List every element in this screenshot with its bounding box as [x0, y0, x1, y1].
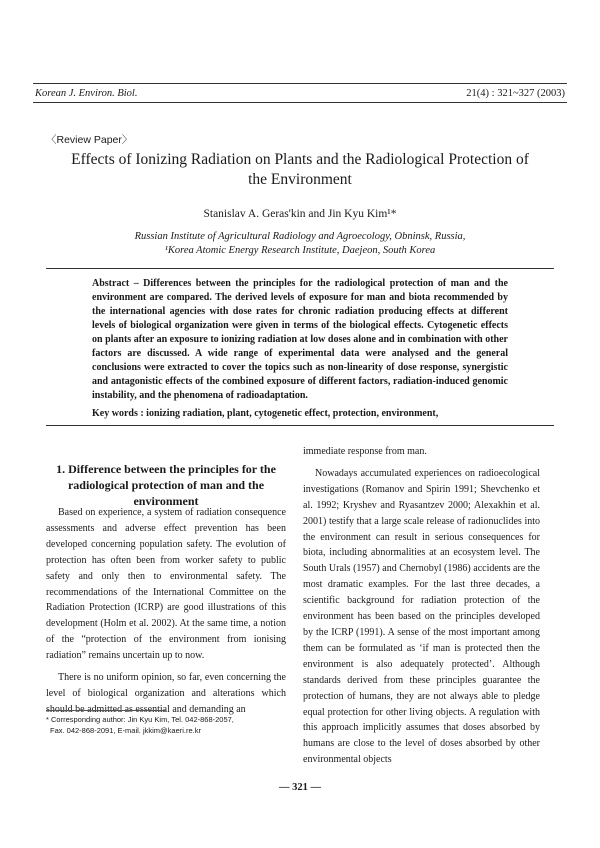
keywords: Key words : ionizing radiation, plant, cytogenetic effect, protection, environment, — [92, 408, 439, 419]
header-bottom-rule — [33, 102, 567, 103]
page-number: — 321 — — [279, 782, 321, 793]
section-1-title: 1. Difference between the principles for the radiological protection of man and the environment — [56, 462, 276, 508]
footnote-line-1: * Corresponding author: Jin Kyu Kim, Tel. 042-868-2057, — [46, 715, 234, 724]
affiliation-2: ¹Korea Atomic Energy Research Institute, Daejeon, South Korea — [164, 245, 436, 256]
paragraph: Based on experience, a system of radiation consequence assessments and adverse effect prevention has been developed concerning population safety. The evolution of protection has often been from worker safety to public safety and only then to environmental safety. The recommendations of the International Committee on the Radiation Protection (ICRP) are good illustrations of this development (Holm et al. 2002). At the same time, a notion of the “protection of the environment from ionising radiation” remains uncertain up to now. — [46, 507, 286, 662]
journal-name: Korean J. Environ. Biol. — [35, 88, 138, 99]
affiliation-1: Russian Institute of Agricultural Radiology and Agroecology, Obninsk, Russia, — [134, 231, 466, 242]
abstract-bottom-rule — [46, 425, 554, 426]
affiliations — [60, 230, 540, 258]
paper-title: Effects of Ionizing Radiation on Plants and the Radiological Protection of the Environment — [71, 151, 529, 188]
left-column — [46, 505, 286, 724]
citation: 21(4) : 321~327 (2003) — [466, 88, 565, 99]
header-top-rule — [33, 83, 567, 84]
running-header — [33, 84, 567, 102]
paragraph: Nowadays accumulated experiences on radioecological investigations (Romanov and Spirin 1991; Shevchenko et al. 1992; Kryshev and Ryasantzev 2000; Alexakhin et al. 2001) testify that a large scale release of radionuclides into the environment can result in serious consequences for biota, including abnormalities at an ecosystem level. The South Urals (1957) and Chernobyl (1986) accidents are the most dramatic examples. For the last three decades, a scientific background for radiation protection of the environment has been based on the principles developed by the ICRP (1991). A sense of the most important among them can be formulated as ‘if man is protected then the environment is also adequately protected’. Although standards derived from these principles guarantee the protection of humans, they are not always able to pledge equal protection for other living objects. A regulation with this approach implicitly assumes that doses absorbed by humans are close to the level of doses absorbed by other environmental objects — [303, 467, 540, 766]
footnote-line-2: Fax. 042-868-2091, E-mail. jkkim@kaeri.re.kr — [50, 726, 201, 735]
abstract: Abstract – Differences between the principles for the radiological protection of man and the environment are compared. The derived levels of exposure for man and biota recommended by the international agencies with dose rates for chronic radiation producing effects at different levels of biological organization were given in terms of the biological effects. Cytogenetic effects on plants after an exposure to ionizing radiation at low doses alone and in combination with other factors are discussed. A wide range of experimental data were analysed and the general conclusions were extracted to cover the topics such as non-linearity of dose response, synergistic and antagonistic effects of the combined exposure of different factors, radiation-induced genomic instability, and the phenomena of radioadaptation. — [92, 278, 508, 401]
right-column — [303, 444, 540, 774]
paragraph: immediate response from man. — [303, 446, 427, 457]
paragraph: There is no uniform opinion, so far, even concerning the level of biological organization and alterations which should be admitted as essential and demanding an — [46, 672, 286, 715]
abstract-top-rule — [46, 268, 554, 269]
footnote-rule — [46, 710, 166, 711]
authors: Stanislav A. Geras'kin and Jin Kyu Kim¹* — [203, 208, 397, 220]
paper-type: 〈Review Paper〉 — [46, 134, 133, 146]
footnote — [46, 714, 291, 736]
